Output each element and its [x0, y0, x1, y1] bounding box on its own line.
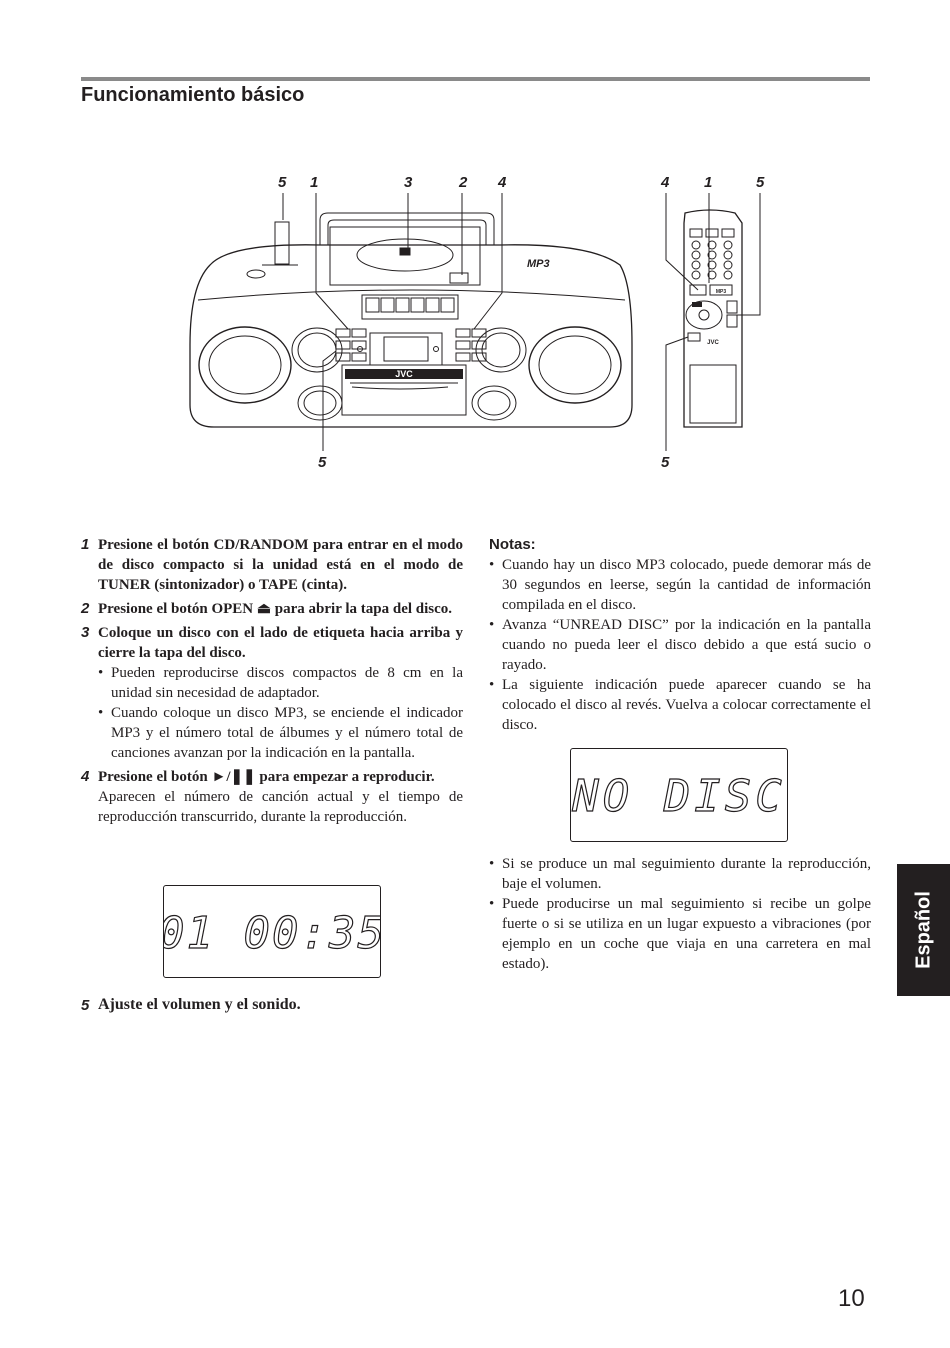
note-item: • Puede producirse un mal seguimiento si recibe un golpe fuerte o si se utiliza en un lugar expuesto a vibraciones (por ejemplo en un coche que viaja en una carretera en mal estado).: [489, 896, 871, 972]
note-item: • Si se produce un mal seguimiento durante la reproducción, baje el volumen.: [489, 856, 871, 892]
remote-brand: JVC: [707, 340, 719, 346]
callout-label: 5: [318, 454, 327, 471]
unit-brand: JVC: [395, 369, 413, 379]
step-text: Presione el botón ►/❚❚ para empezar a reproducir.: [98, 769, 435, 785]
step-number: 1: [81, 536, 90, 553]
unit-mp3-logo: MP3: [527, 258, 550, 270]
step-3: [81, 623, 463, 663]
step-text: Ajuste el volumen y el sonido.: [98, 996, 301, 1013]
step-5: [81, 996, 463, 1016]
step-4: [81, 767, 463, 787]
callout-label: 3: [404, 174, 413, 191]
note-item: • Avanza “UNREAD DISC” por la indicación en la pantalla cuando no pueda leer el disco debido a que está sucio o rayado.: [489, 617, 871, 673]
step-2: [81, 599, 463, 619]
lcd-text: NO DISC: [572, 771, 786, 822]
notes-heading: Notas:: [489, 536, 536, 553]
bullet-item: • Pueden reproducirse discos compactos de 8 cm en la unidad sin necesidad de adaptador.: [98, 665, 463, 701]
steps-column: [81, 535, 463, 827]
callout-label: 1: [310, 174, 319, 191]
remote-mp3-key: MP3: [715, 289, 727, 295]
lcd-segments: [164, 886, 380, 977]
step-1: [81, 535, 463, 595]
step-number: 5: [81, 997, 90, 1014]
note-item: • La siguiente indicación puede aparecer cuando se ha colocado el disco al revés. Vuelva a colocar correctamente el disco.: [489, 677, 871, 733]
notes-column: [489, 535, 871, 735]
callout-label: 5: [756, 174, 765, 191]
lcd-display-no-disc: [570, 748, 788, 842]
language-tab: [897, 864, 950, 996]
lcd-segments: [571, 749, 787, 841]
boombox-figure: [170, 165, 790, 475]
step-3-bullets: [81, 663, 463, 763]
page-number: 10: [838, 1285, 865, 1312]
lcd-display-track-time: [163, 885, 381, 978]
note-item: • Cuando hay un disco MP3 colocado, puede demorar más de 30 segundos en leerse, según la cantidad de información compilada en el disco.: [489, 557, 871, 613]
step-number: 2: [81, 600, 90, 617]
step-text: Presione el botón OPEN ⏏ para abrir la tapa del disco.: [98, 601, 453, 617]
bullet-item: • Cuando coloque un disco MP3, se enciende el indicador MP3 y el número total de álbumes y el número total de canciones avanzan por la indicación en la pantalla.: [98, 705, 463, 761]
page-title: Funcionamiento básico: [81, 84, 305, 106]
step-4-description: Aparecen el número de canción actual y el tiempo de reproducción transcurrido, durante la reproducción.: [98, 789, 463, 825]
header-rule: [81, 77, 870, 81]
step-text: Presione el botón CD/RANDOM para entrar en el modo de disco compacto si la unidad está en el modo de TUNER (sintonizador) o TAPE (cinta).: [98, 537, 463, 593]
callout-label: 5: [278, 174, 287, 191]
callout-label: 4: [661, 174, 670, 191]
step-text: Coloque un disco con el lado de etiqueta hacia arriba y cierre la tapa del disco.: [98, 625, 463, 661]
step-number: 3: [81, 624, 90, 641]
language-tab-label: Español: [912, 891, 934, 969]
step-number: 4: [81, 768, 90, 785]
callout-label: 5: [661, 454, 670, 471]
callout-label: 1: [704, 174, 713, 191]
callout-label: 4: [498, 174, 507, 191]
notes-continued: [489, 854, 871, 974]
lcd-text: 01 00:35: [164, 908, 380, 959]
callout-label: 2: [459, 174, 468, 191]
